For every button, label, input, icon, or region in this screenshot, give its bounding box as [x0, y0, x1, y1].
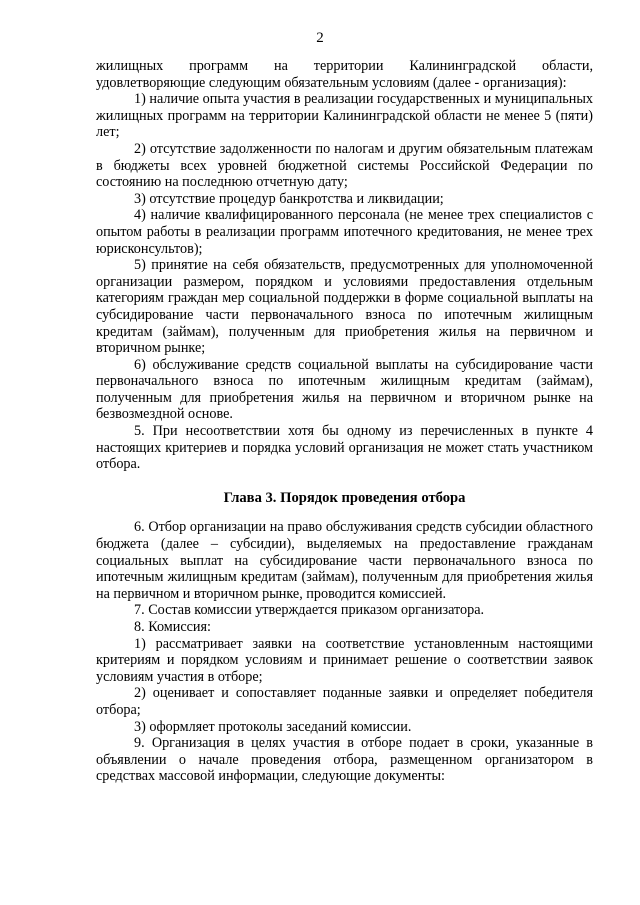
paragraph: жилищных программ на территории Калининградской области, удовлетворяющие следующим обязательным условиям (далее - организация): [96, 58, 593, 91]
paragraph: 4) наличие квалифицированного персонала (не менее трех специалистов с опытом работы в реализации программ ипотечного кредитования, не менее трех юрисконсультов); [96, 207, 593, 257]
paragraph: 5) принятие на себя обязательств, предусмотренных для уполномоченной организации размером, порядком и условиями предоставления отдельным категориям граждан мер социальной поддержки в форме социальной выплаты на субсидирование части первоначального взноса по ипотечным жилищным кредитам (займам), полученным для приобретения жилья на первичном и вторичном рынке; [96, 257, 593, 357]
page-number: 2 [316, 30, 324, 46]
paragraph: 8. Комиссия: [134, 619, 211, 635]
section-procedure [96, 519, 593, 785]
paragraph: 7. Состав комиссии утверждается приказом организатора. [134, 602, 485, 619]
paragraph: 9. Организация в целях участия в отборе подает в сроки, указанные в объявлении о начале проведения отбора, размещенном организатором в средствах массовой информации, следующие документы: [96, 735, 593, 785]
paragraph: 6) обслуживание средств социальной выплаты на субсидирование части первоначального взноса по ипотечным жилищным кредитам (займам), полученным для приобретения жилья на первичном и вторичном рынке на безвозмездной основе. [96, 356, 593, 423]
paragraph: 2) оценивает и сопоставляет поданные заявки и определяет победителя отбора; [96, 685, 593, 718]
paragraph: 3) оформляет протоколы заседаний комиссии. [134, 718, 412, 735]
paragraph: 1) рассматривает заявки на соответствие установленным настоящими критериям и порядком условиям и принимает решение о соответствии заявок условиям участия в отборе; [96, 635, 593, 685]
paragraph: 1) наличие опыта участия в реализации государственных и муниципальных жилищных программ на территории Калининградской области не менее 5 (пяти) лет; [96, 91, 593, 141]
paragraph: 3) отсутствие процедур банкротства и ликвидации; [134, 190, 444, 207]
paragraph: 2) отсутствие задолженности по налогам и другим обязательным платежам в бюджеты всех уровней бюджетной системы Российской Федерации по состоянию на последнюю отчетную дату; [96, 140, 593, 191]
paragraph: 5. При несоответствии хотя бы одному из перечисленных в пункте 4 настоящих критериев и порядка условий организация не может стать участником отбора. [96, 423, 593, 473]
chapter-title: Глава 3. Порядок проведения отбора [223, 489, 466, 506]
paragraph: 6. Отбор организации на право обслуживания средств субсидии областного бюджета (далее – субсидии), выделяемых на предоставление гражданам социальных выплат на субсидирование части первоначального взноса по ипотечным жилищным кредитам (займам), полученным для приобретения жилья на первичном и вторичном рынке, проводится комиссией. [96, 519, 593, 602]
document-body [96, 58, 593, 785]
section-criteria [96, 58, 593, 473]
